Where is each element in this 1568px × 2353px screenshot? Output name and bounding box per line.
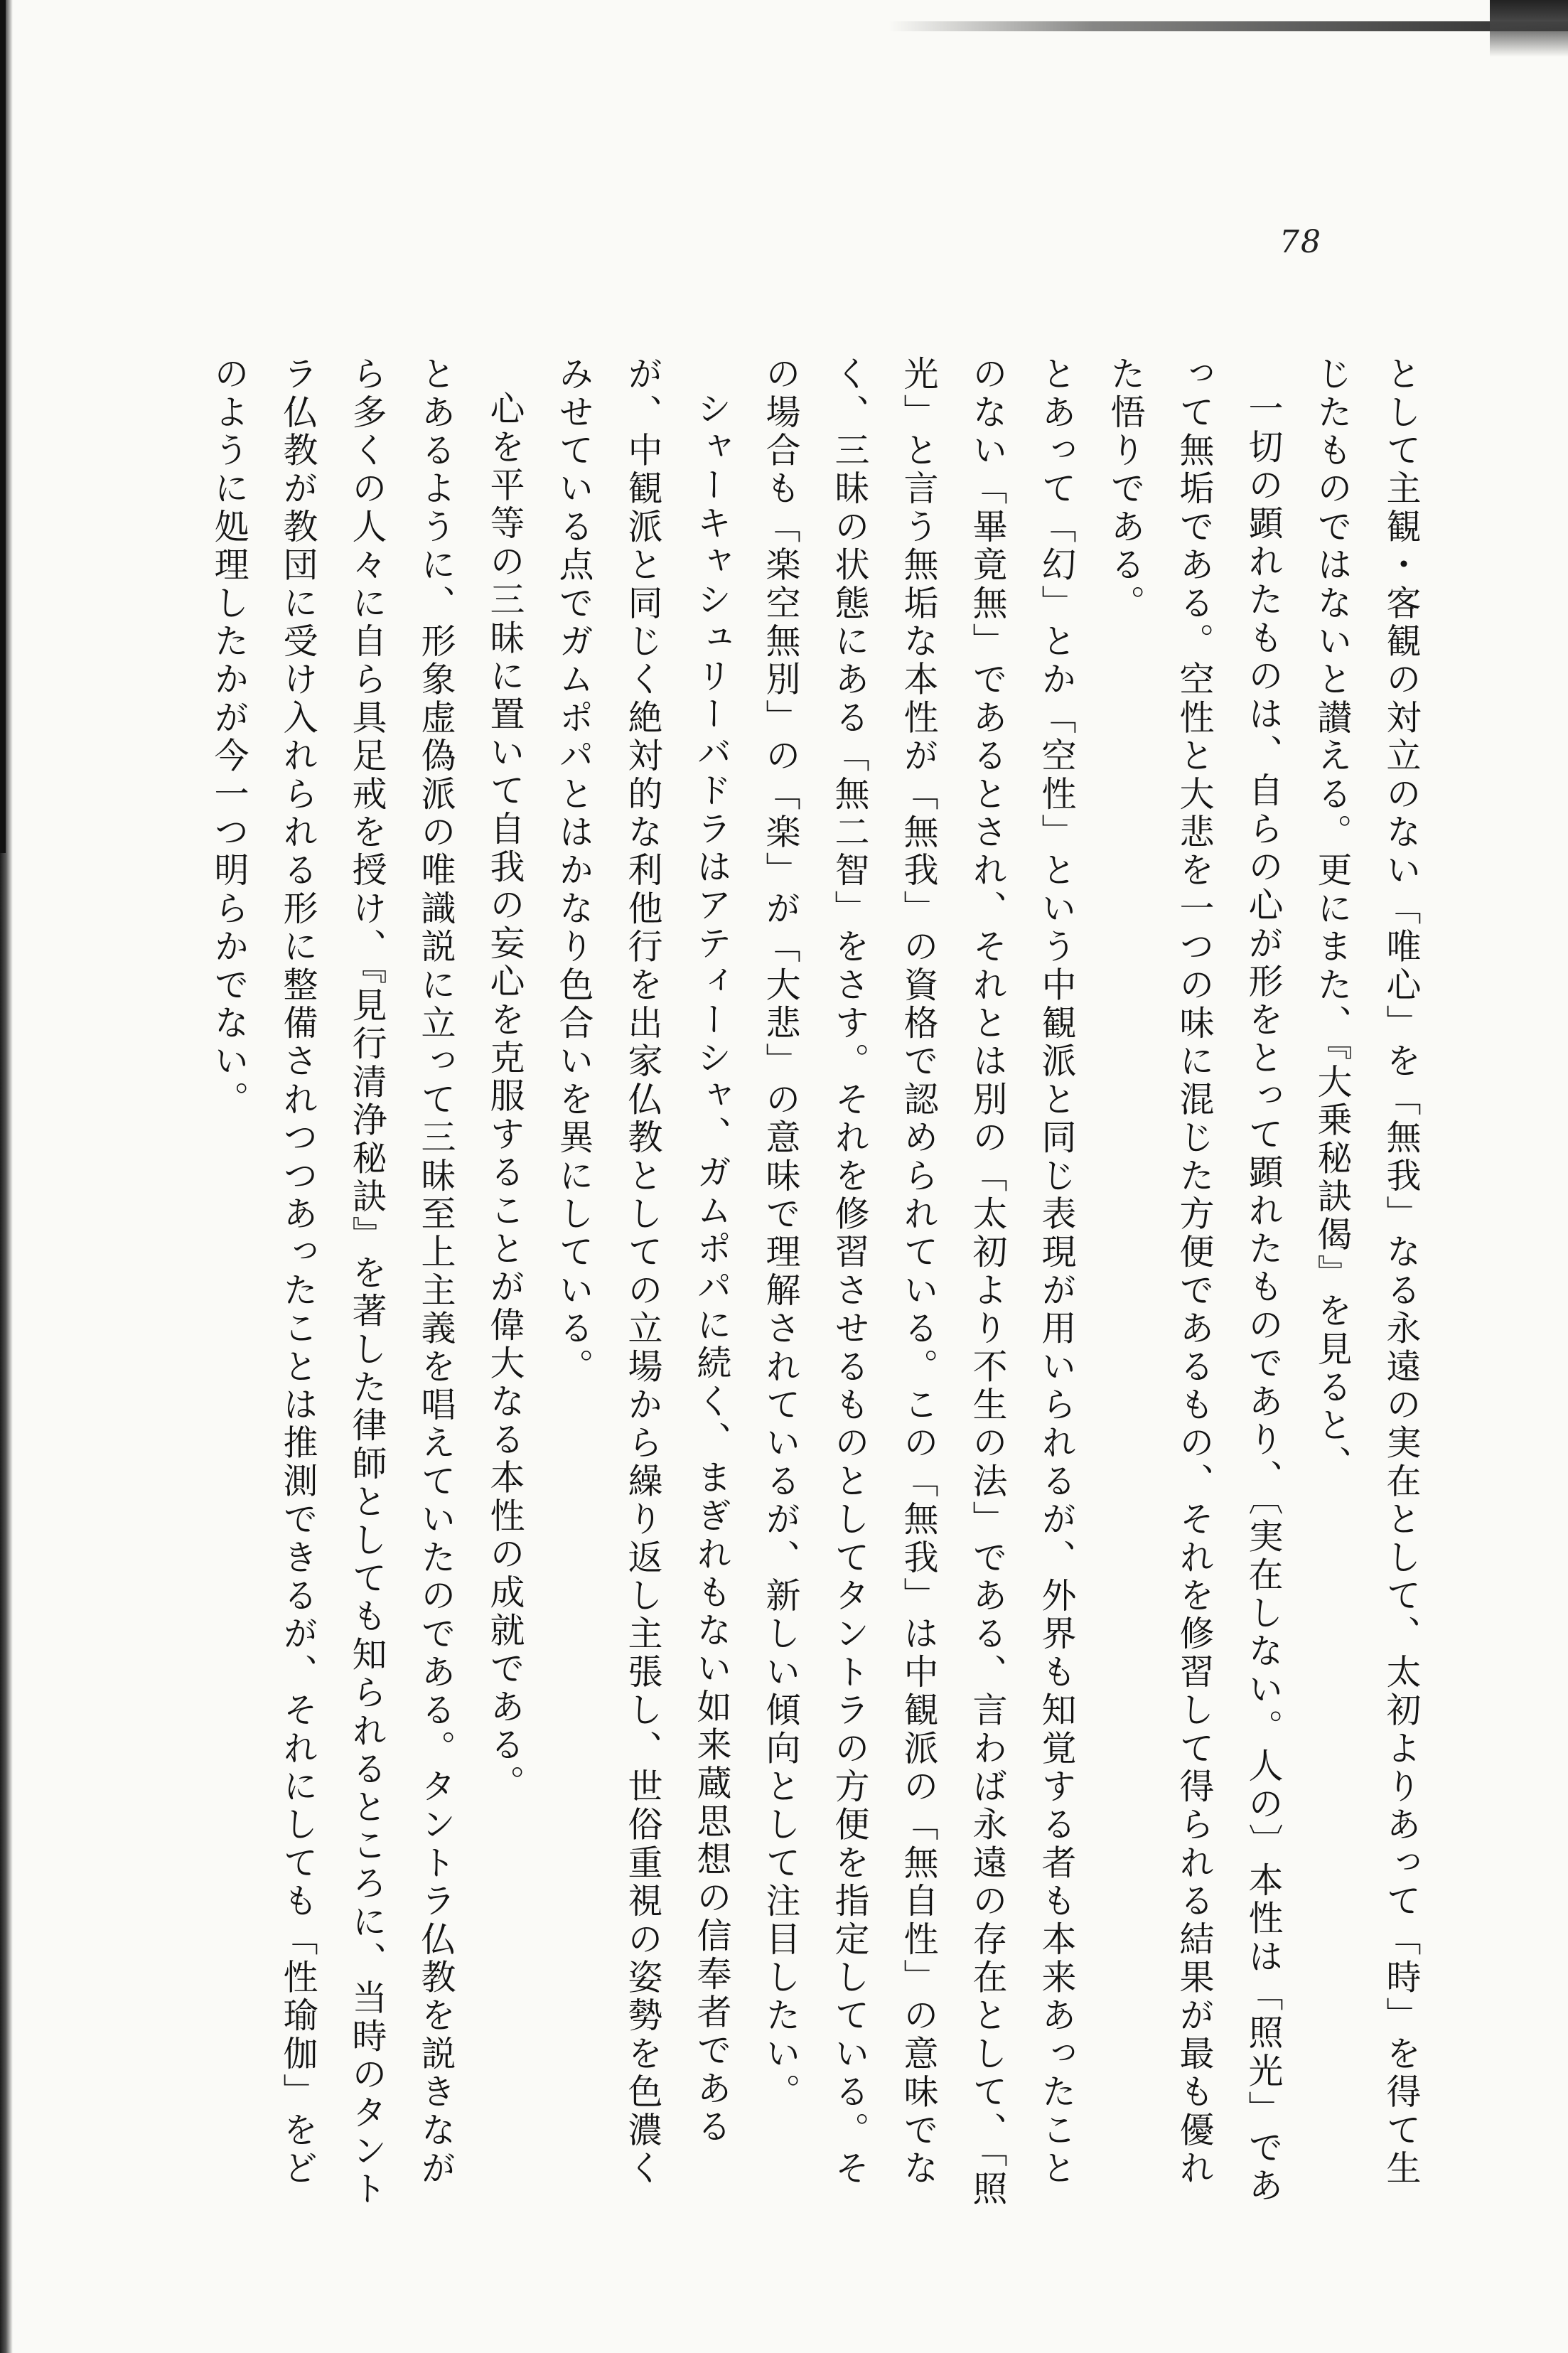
scan-edge-corner bbox=[1490, 0, 1568, 57]
paragraph-6: とあるように、形象虚偽派の唯識説に立って三昧至上主義を唱えていたのである。タントラ仏教を説きながら多くの人々に自ら具足戒を授け、『見行清浄秘訣』を著した律師としても知られるところに、当時のタントラ仏教が教団に受け入れられる形に整備されつつあったことは推測できるが、それにしても「性瑜伽」をどのように処理したかが今一つ明らかでない。 bbox=[209, 355, 456, 2209]
paragraph-5-quote: 心を平等の三昧に置いて自我の妄心を克服することが偉大なる本性の成就である。 bbox=[485, 390, 525, 1803]
scan-edge-top bbox=[888, 21, 1568, 31]
scan-edge-left-dark bbox=[0, 0, 6, 853]
paragraph-2-quote: 一切の顕れたものは、自らの心が形をとって顕れたものであり、〔実在しない。人の〕本性は「照光」であって無垢である。空性と大悲を一つの味に混じた方便であるもの、それを修習して得られる結果が最も優れた悟りである。 bbox=[1105, 355, 1284, 2206]
vertical-text-body bbox=[100, 355, 1436, 2218]
paragraph-1: として主観・客観の対立のない「唯心」を「無我」なる永遠の実在として、太初よりあって「時」を得て生じたものではないと讃える。更にまた、『大乗秘訣偈』を見ると、 bbox=[1312, 355, 1422, 2188]
paragraph-3: とあって「幻」とか「空性」という中観派と同じ表現が用いられるが、外界も知覚する者も本来あったことのない「畢竟無」であるとされ、それとは別の「太初より不生の法」である、言わば永遠の存在として、「照光」と言う無垢な本性が「無我」の資格で認められている。この「無我」は中観派の「無自性」の意味でなく、三昧の状態にある「無二智」をさす。それを修習させるものとしてタントラの方便を指定している。その場合も「楽空無別」の「楽」が「大悲」の意味で理解されているが、新しい傾向として注目したい。 bbox=[761, 355, 1077, 2209]
paragraph-4: シャーキャシュリーバドラはアティーシャ、ガムポパに続く、まぎれもない如来蔵思想の信奉者であるが、中観派と同じく絶対的な利他行を出家仏教としての立場から繰り返し主張し、世俗重視の姿勢を色濃くみせている点でガムポパとはかなり色合いを異にしている。 bbox=[554, 355, 732, 2188]
page-number: 78 bbox=[1279, 224, 1322, 260]
